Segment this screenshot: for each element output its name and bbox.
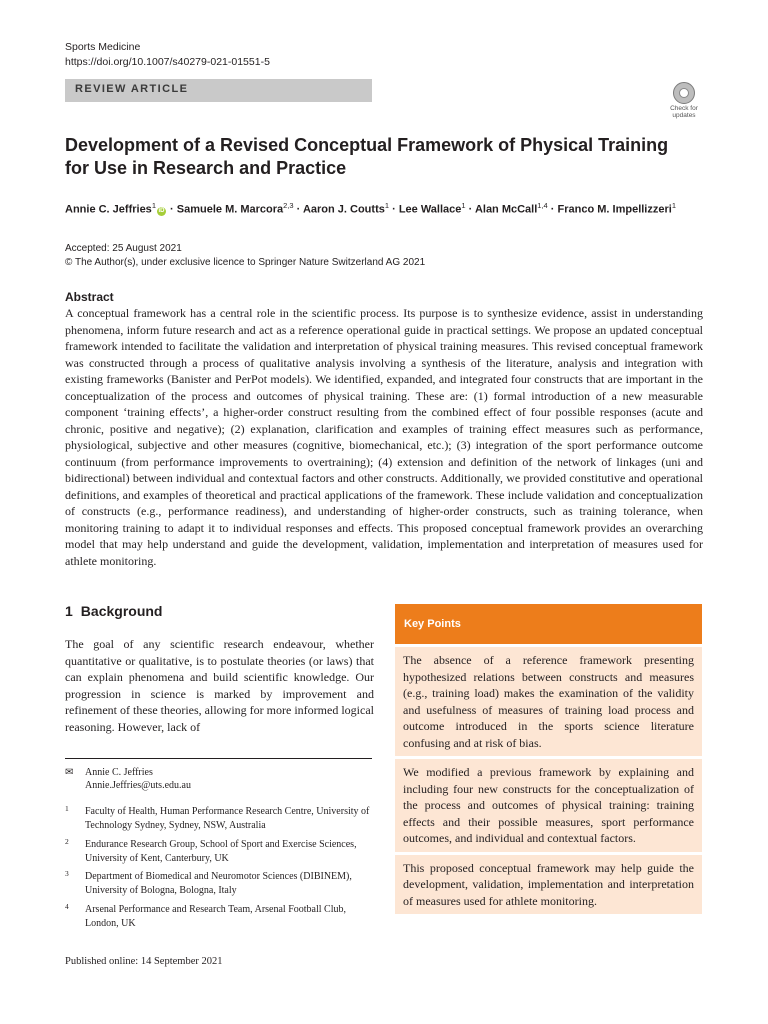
author-name[interactable]: Franco M. Impellizzeri	[557, 203, 672, 216]
author-name[interactable]: Samuele M. Marcora	[176, 203, 284, 216]
badge-line1: Check for	[670, 105, 698, 112]
footnote-divider	[65, 758, 372, 759]
envelope-icon: ✉	[65, 767, 74, 778]
orcid-icon[interactable]: iD	[158, 207, 165, 214]
article-title: Development of a Revised Conceptual Framework of Physical Training for Use in Research and Practice	[65, 135, 669, 178]
author-name[interactable]: Alan McCall	[474, 203, 538, 216]
article-type-label: REVIEW ARTICLE	[75, 83, 189, 95]
copyright-line: © The Author(s), under exclusive licence to Springer Nature Switzerland AG 2021	[65, 257, 426, 268]
journal-name: Sports Medicine	[65, 41, 141, 53]
abstract-text: A conceptual framework has a central role in the scientific process. Its purpose is to synthesize evidence, assist in understanding phenomena, inform future research and act as a reference operational guide in practical settings. We propose an updated conceptual framework intended to facilitate the validation and interpretation of physical training measures. This revised conceptual framework was constructed through a process of qualitative analysis involving a synthesis of the literature, analysis and integration with existing frameworks (Banister and PerPot models). We identified, expanded, and integrated four constructs that are important in the conceptualization of the process and outcomes of physical training. These are: (1) formal introduction of a new measurable component ‘training effects’, a higher-order construct resulting from the combined effect of four possible responses (acute and chronic, positive and negative); (2) explanation, clarification and examples of training effect measures such as performance, physiological, subjective and other measures (cognitive, biomechanical, etc.); (3) integration of the sport performance outcome continuum (from performance improvements to overtraining); (4) extension and definition of the network of linkages (uni and bidirectional) between individual and contextual factors and other constructs. Additionally, we provided constitutive and operational definitions, and examples of theoretical and practical applications of the framework. These include validation and conceptualization of constructs (e.g., performance readiness), and understanding of higher-order constructs, such as training tolerance, when monitoring training to adapt it to individual responses and effects. This proposed conceptual framework provides an overarching model that may help understand and guide the development, validation, implementation and interpretation of measures used for athlete monitoring.	[65, 306, 703, 568]
section-title: Background	[80, 603, 163, 619]
author-name[interactable]: Lee Wallace	[398, 203, 462, 216]
correspondence	[65, 766, 375, 792]
key-point: We modified a previous framework by explaining and including four new constructs for the conceptualization of the process and outcomes of physical training: training effects and their possible measures, sport performance outcomes, and individual and contextual factors.	[395, 759, 702, 852]
article-type-bar	[65, 79, 372, 102]
author-name[interactable]: Annie C. Jeffries	[65, 203, 152, 216]
affiliation: 1 Faculty of Health, Human Performance Research Centre, University of Technology Sydney, Sydney, NSW, Australia	[65, 804, 370, 831]
section-number: 1	[65, 603, 73, 619]
corresponding-author: Annie C. Jeffries	[85, 767, 153, 778]
key-point: This proposed conceptual framework may help guide the development, validation, implementation and interpretation of measures used for athlete monitoring.	[395, 855, 702, 915]
accepted-date: Accepted: 25 August 2021	[65, 243, 182, 254]
affiliation: 4 Arsenal Performance and Research Team, Arsenal Football Club, London, UK	[65, 902, 346, 929]
journal-header	[65, 40, 270, 70]
affiliation: 3 Department of Biomedical and Neuromotor Sciences (DIBINEM), University of Bologna, Bologna, Italy	[65, 869, 352, 896]
section-heading	[65, 603, 162, 619]
affiliation: 2 Endurance Research Group, School of Sport and Exercise Sciences, University of Kent, Canterbury, UK	[65, 837, 357, 864]
badge-line2: updates	[672, 112, 696, 119]
key-points-box	[395, 604, 702, 914]
article-dates	[65, 242, 425, 270]
key-points-heading: Key Points	[395, 604, 702, 644]
background-paragraph: The goal of any scientific research endeavour, whether quantitative or qualitative, is to postulate theories (or laws) that can explain phenomena and build scientific knowledge. Our progression in science is marked by improvement and refinement of these theories, allowing for more informed logical reasoning. However, lack of	[65, 637, 374, 734]
key-point: The absence of a reference framework presenting hypothesized relations between constructs and measures (e.g., training load) makes the examination of the validity and usefulness of measures of training load process and outcome introduced in the sports science literature confusing and at risk of bias.	[395, 647, 702, 756]
author-list: Annie C. Jeffries$^1$iD · Samuele M. Marcora$^{2,3}$ · Aaron J. Coutts$^1$ · Lee Wallace$^1$ · Alan McCall$^{1,4}$ · Franco M. Impellizzeri$^1$	[65, 201, 676, 216]
abstract-heading: Abstract	[65, 290, 114, 304]
corresponding-email[interactable]: Annie.Jeffries@uts.edu.au	[85, 780, 191, 791]
check-for-updates-badge[interactable]	[664, 82, 704, 124]
check-updates-icon	[673, 82, 695, 104]
doi-link[interactable]: https://doi.org/10.1007/s40279-021-01551-5	[65, 56, 270, 68]
published-date: Published online: 14 September 2021	[65, 956, 223, 967]
author-name[interactable]: Aaron J. Coutts	[302, 203, 385, 216]
